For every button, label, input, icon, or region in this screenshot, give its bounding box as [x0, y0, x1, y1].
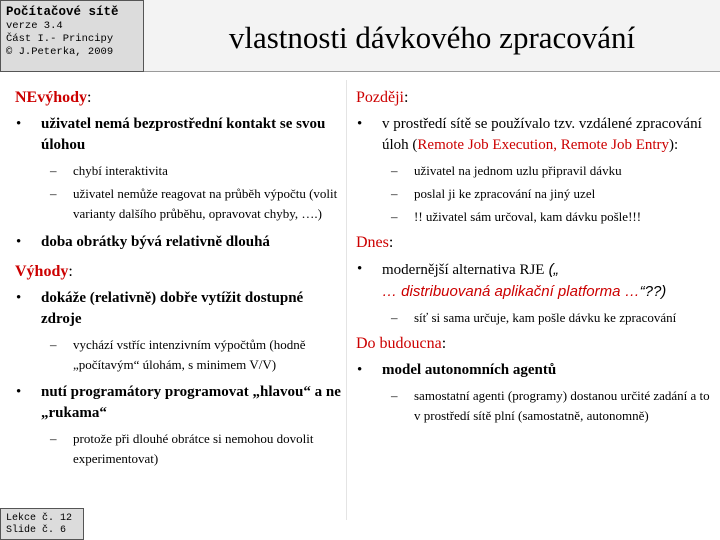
- dash-icon: –: [50, 163, 57, 178]
- dash-icon: –: [50, 186, 57, 201]
- sub-list-item: [356, 207, 718, 227]
- heading-colon: :: [404, 89, 409, 106]
- right-column: [356, 88, 718, 429]
- dash-icon: –: [391, 163, 398, 178]
- course-version: verze 3.4: [6, 20, 63, 32]
- bullet-icon: •: [16, 116, 22, 132]
- list-item-text-end: ):: [669, 137, 679, 153]
- title-bar: [144, 0, 720, 72]
- dash-icon: –: [391, 310, 398, 325]
- left-column: [15, 88, 345, 472]
- course-part: Část I.- Principy: [6, 33, 114, 45]
- list-item: [15, 114, 345, 156]
- dash-icon: –: [50, 337, 57, 352]
- heading-colon: :: [441, 335, 447, 352]
- sub-list-item-text: protože při dlouhé obrátce si nemohou dovolit experimentovat): [73, 431, 314, 466]
- today-heading: [356, 233, 718, 253]
- sub-list-item-text: chybí interaktivita: [73, 163, 168, 178]
- dash-icon: –: [391, 209, 398, 224]
- heading-colon: :: [388, 234, 394, 251]
- advantages-heading: [15, 262, 345, 282]
- sub-list-item: [15, 184, 345, 224]
- list-item-text: v prostředí sítě se používalo tzv. vzdálené zpracování úloh (: [382, 116, 702, 153]
- list-item: [15, 232, 345, 253]
- bullet-icon: •: [357, 116, 363, 132]
- sub-list-item: [15, 335, 345, 375]
- sub-list-item: [356, 386, 718, 426]
- list-item-text: nutí programátory programovat „hlavou“ a ne „rukama“: [41, 384, 341, 421]
- quote-open: („: [544, 261, 559, 278]
- list-item: [15, 288, 345, 330]
- sub-list-item-text: síť si sama určuje, kam pošle dávku ke zpracování: [414, 310, 677, 325]
- list-item: [356, 360, 718, 381]
- dash-icon: –: [50, 431, 57, 446]
- bullet-icon: •: [16, 234, 22, 250]
- bullet-icon: •: [16, 290, 22, 306]
- lesson-number: Lekce č. 12: [6, 513, 73, 524]
- quote-close: “??): [639, 283, 667, 300]
- course-copyright: © J.Peterka, 2009: [6, 46, 114, 58]
- slide-number: Slide č. 6: [6, 525, 67, 536]
- remote-job-terms: Remote Job Execution, Remote Job Entry: [417, 137, 670, 153]
- later-heading-text: Později: [356, 89, 404, 106]
- today-heading-text: Dnes: [356, 234, 389, 251]
- sub-list-item-text: !! uživatel sám určoval, kam dávku pošle!!!: [414, 209, 642, 224]
- list-item-text: uživatel nemá bezprostřední kontakt se svou úlohou: [41, 116, 326, 153]
- heading-colon: :: [68, 263, 73, 280]
- course-name: Počítačové sítě: [6, 5, 119, 19]
- dash-icon: –: [391, 388, 398, 403]
- course-info-box: [0, 0, 144, 72]
- later-heading: [356, 88, 718, 108]
- sub-list-item-text: poslal ji ke zpracování na jiný uzel: [414, 186, 596, 201]
- list-item: [356, 259, 718, 303]
- distributed-platform-phrase: … distribuovaná aplikační platforma …: [382, 283, 640, 300]
- future-heading-text: Do budoucna: [356, 335, 442, 352]
- advantages-heading-text: Výhody: [15, 263, 69, 280]
- slide-title: vlastnosti dávkového zpracování: [228, 19, 636, 55]
- heading-colon: :: [87, 89, 92, 106]
- sub-list-item-text: uživatel nemůže reagovat na průběh výpočtu (volit varianty dalšího průběhu, opravovat chyby, ….): [73, 186, 338, 221]
- sub-list-item-text: vychází vstříc intenzivním výpočtům (hodně „počítavým“ úlohám, s minimem V/V): [73, 337, 306, 372]
- sub-list-item: [15, 429, 345, 469]
- sub-list-item-text: uživatel na jednom uzlu připravil dávku: [414, 163, 622, 178]
- list-item: [356, 114, 718, 156]
- sub-list-item: [356, 308, 718, 328]
- sub-list-item: [356, 184, 718, 204]
- future-heading: [356, 334, 718, 354]
- slide-info-box: [0, 508, 84, 540]
- bullet-icon: •: [357, 362, 363, 378]
- list-item: [15, 382, 345, 424]
- list-item-text: doba obrátky bývá relativně dlouhá: [41, 234, 270, 250]
- sub-list-item-text: samostatní agenti (programy) dostanou určité zadání a to v prostředí sítě plní (samostatně, autonomně): [414, 388, 710, 423]
- list-item-text: dokáže (relativně) dobře vytížit dostupné zdroje: [41, 290, 304, 327]
- bullet-icon: •: [357, 261, 363, 277]
- list-item-text: modernější alternativa RJE: [382, 262, 545, 278]
- dash-icon: –: [391, 186, 398, 201]
- sub-list-item: [15, 161, 345, 181]
- disadvantages-heading-text: NEvýhody: [15, 89, 88, 106]
- sub-list-item: [356, 161, 718, 181]
- bullet-icon: •: [16, 384, 22, 400]
- list-item-text: model autonomních agentů: [382, 362, 557, 378]
- column-divider: [346, 80, 347, 520]
- disadvantages-heading: [15, 88, 345, 108]
